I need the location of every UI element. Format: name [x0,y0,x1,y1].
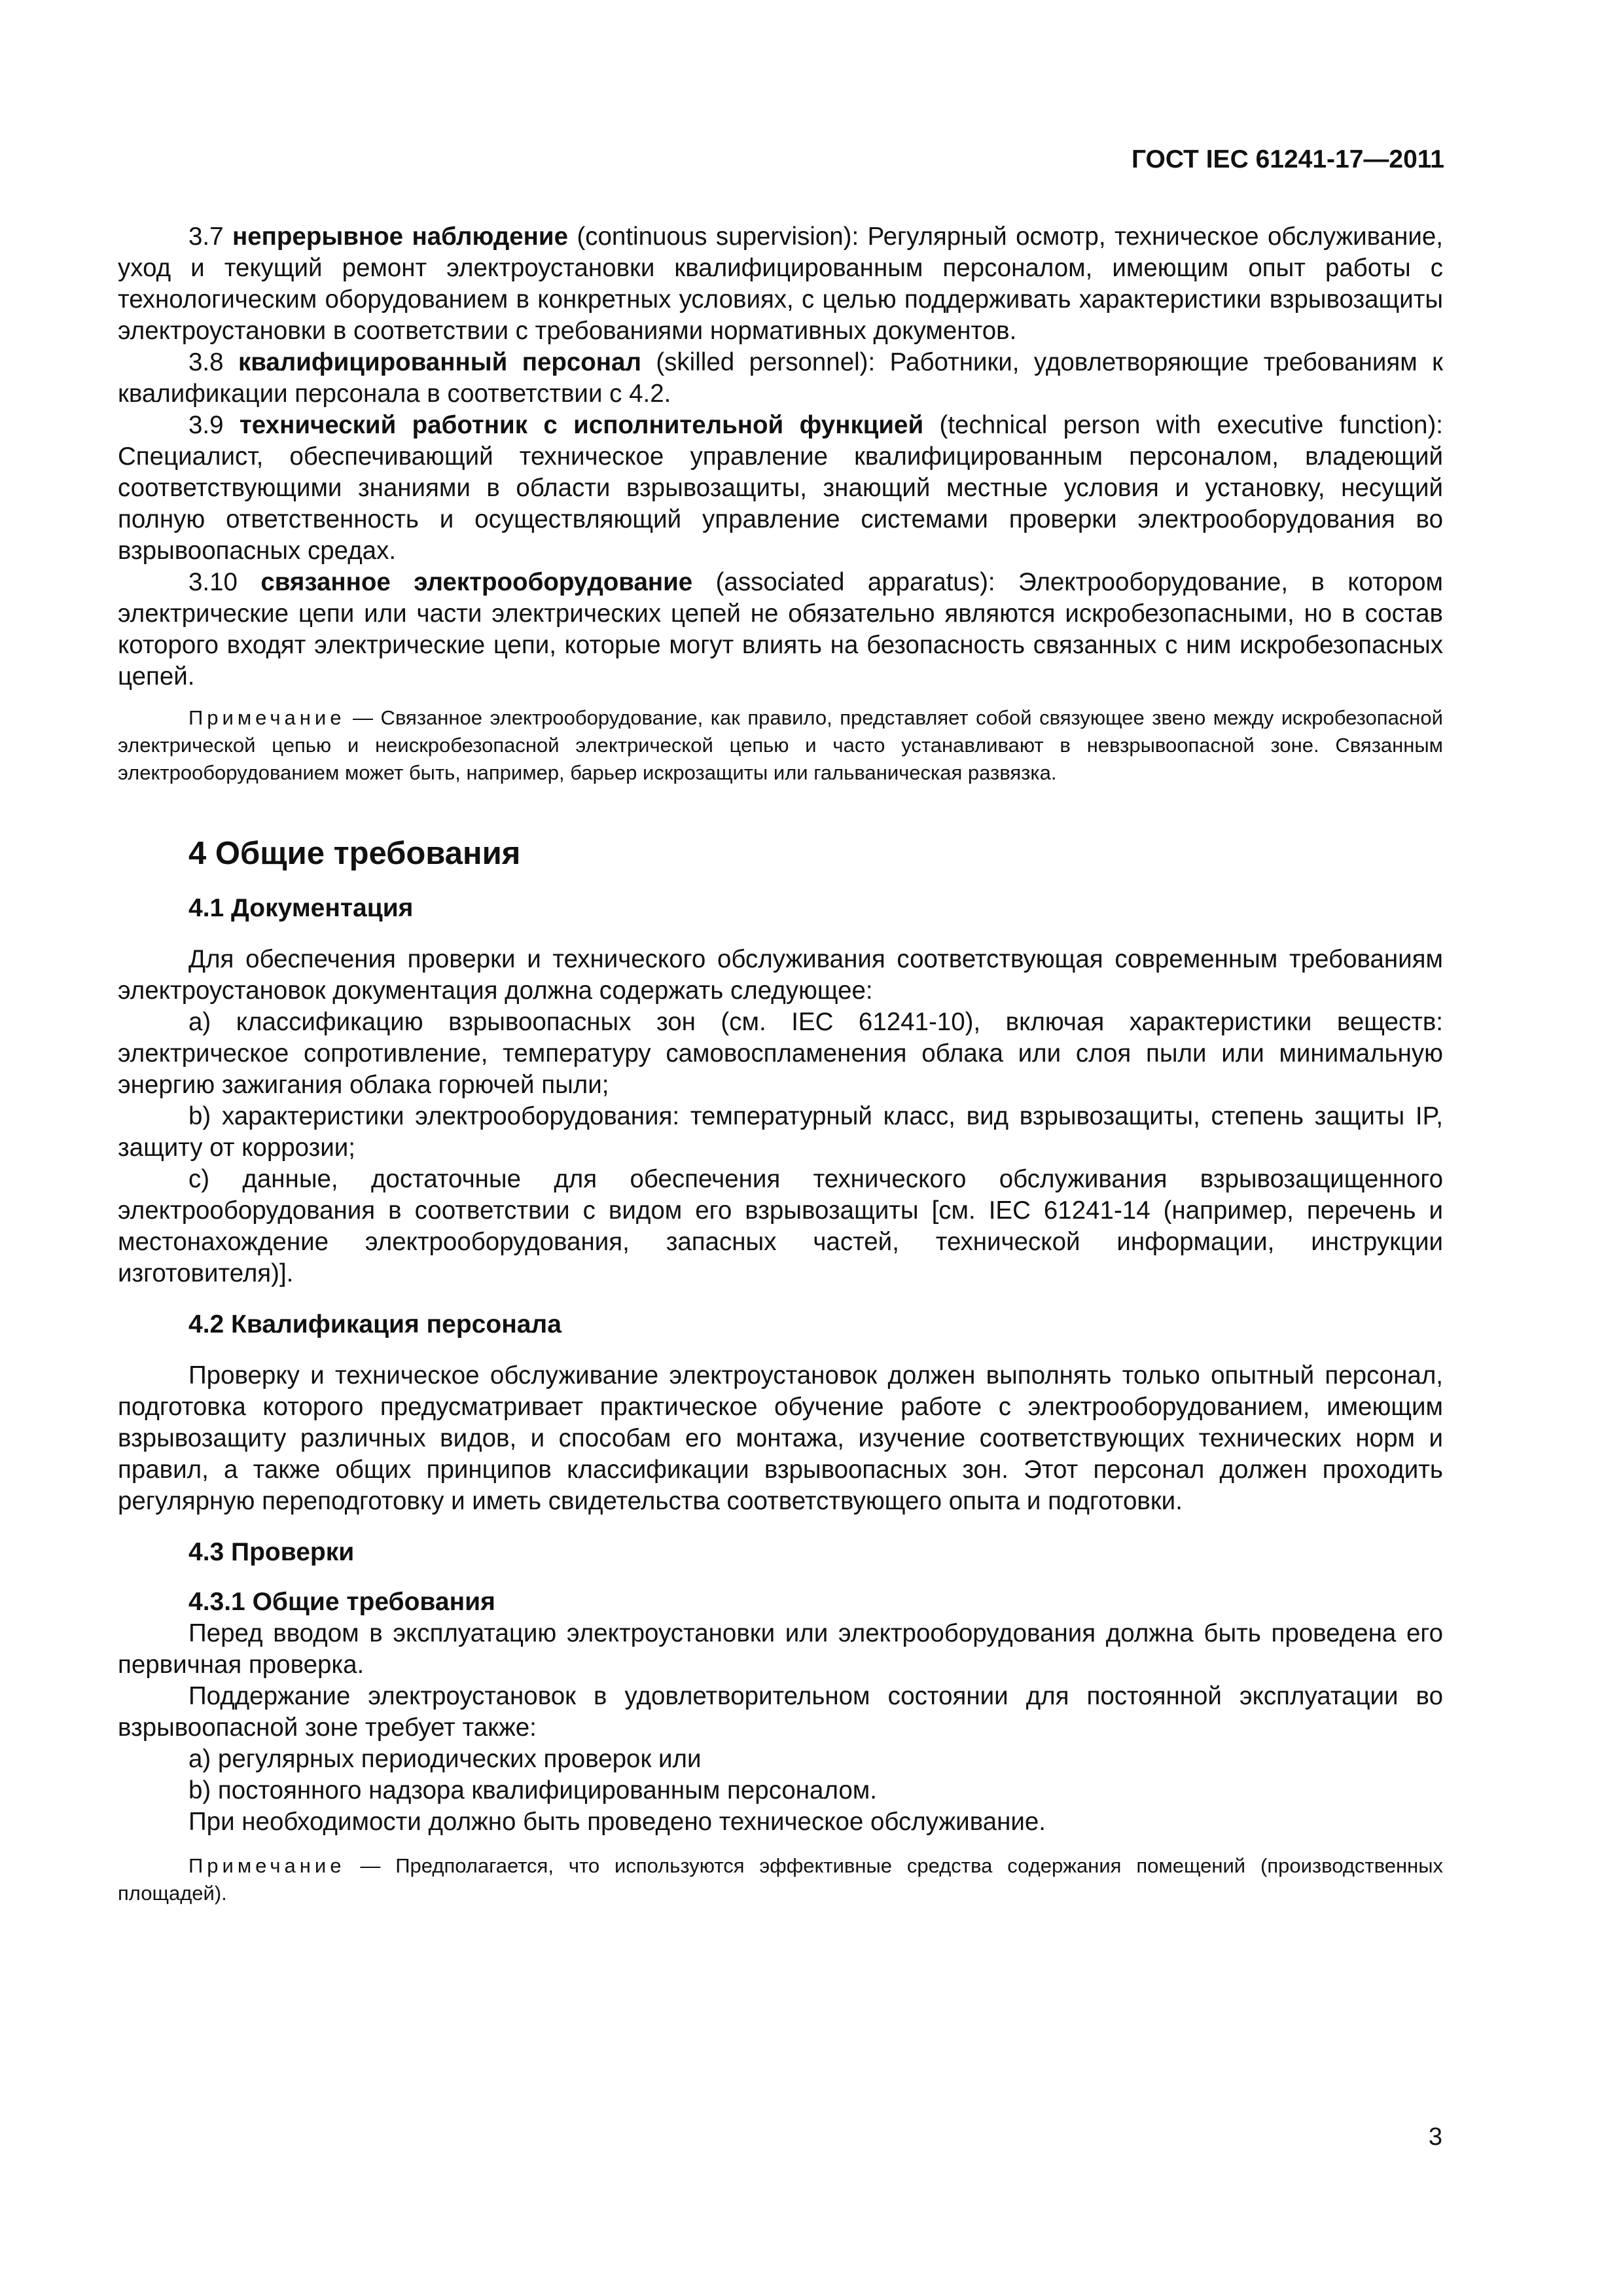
list-item: a) классификацию взрывоопасных зон (см. IEC 61241-10), включая характеристики веществ: электрическое сопротивление, температуру самовоспламенения облака или слоя пыли или минимальную энергию зажигания облака горючей пыли; [118,1008,1443,1099]
note-premises: Примечание — Предполагается, что используются эффективные средства содержания помещений (производственных площадей). [118,1854,1443,1905]
document-header: ГОСТ IEC 61241-17—2011 [1131,145,1444,173]
definition-3-7: 3.7 непрерывное наблюдение (continuous supervision): Регулярный осмотр, техническое обслуживание, уход и текущий ремонт электроустановки квалифицированным персоналом, имеющим опыт работы с технологическим оборудованием в конкретных условиях, с целью поддерживать характеристики взрывозащиты электроустановки в соответствии с требованиями нормативных документов. [118,223,1443,345]
paragraph: Перед вводом в эксплуатацию электроустановки или электрооборудования должна быть проведена его первичная проверка. [118,1619,1443,1679]
list-item: c) данные, достаточные для обеспечения технического обслуживания взрывозащищенного электрооборудования в соответствии с видом его взрывозащиты [см. IEC 61241-14 (например, перечень и местонахождение электрооборудования, запасных частей, технической информации, инструкции изготовителя)]. [118,1165,1443,1287]
paragraph: Проверку и техническое обслуживание электроустановок должен выполнять только опытный персонал, подготовка которого предусматривает практическое обучение работе с электрооборудованием, имеющим взрывозащиту различных видов, и способам его монтажа, изучение соответствующих технических норм и правил, а также общих принципов классификации взрывоопасных зон. Этот персонал должен проходить регулярную переподготовку и иметь свидетельства соответствующего опыта и подготовки. [118,1361,1443,1515]
page-content [118,221,1443,1907]
section-title: 4 Общие требования [188,836,521,871]
definition-3-10: 3.10 связанное электрооборудование (associated apparatus): Электрооборудование, в котором электрические цепи или части электрических цепей не обязательно являются искробезопасными, но в состав которого входят электрические цепи, которые могут влиять на безопасность связанных с ним искробезопасных цепей. [118,568,1443,691]
subsection-title-4-3: 4.3 Проверки [188,1538,355,1566]
definition-3-9: 3.9 технический работник с исполнительной функцией (technical person with executive function): Специалист, обеспечивающий техническое управление квалифицированным персоналом, владеющий соответствующими знаниями в области взрывозащиты, знающий местные условия и установку, несущий полную ответственность и осуществляющий управление системами проверки электрооборудования во взрывоопасных средах. [118,411,1443,565]
list-item: b) характеристики электрооборудования: температурный класс, вид взрывозащиты, степень защиты IP, защиту от коррозии; [118,1102,1443,1162]
paragraph: Поддержание электроустановок в удовлетворительном состоянии для постоянной эксплуатации во взрывоопасной зоне требует также: [118,1682,1443,1742]
note-associated-apparatus: Примечание — Связанное электрооборудование, как правило, представляет собой связующее звено между искробезопасной электрической цепью и неискробезопасной электрической цепью и часто устанавливают в невзрывоопасной зоне. Связанным электрооборудованием может быть, например, барьер искрозащиты или гальваническая развязка. [118,706,1443,784]
paragraph: Для обеспечения проверки и технического обслуживания соответствующая современным требованиям электроустановок документация должна содержать следующее: [118,945,1443,1005]
definition-3-8: 3.8 квалифицированный персонал (skilled personnel): Работники, удовлетворяющие требованиям к квалификации персонала в соответствии с 4.2. [118,348,1443,408]
subsection-title-4-2: 4.2 Квалификация персонала [188,1310,562,1338]
term: непрерывное наблюдение [232,223,569,251]
subsection-title-4-1: 4.1 Документация [188,894,414,922]
paragraph: При необходимости должно быть проведено техническое обслуживание. [188,1808,1046,1836]
list-item: a) регулярных периодических проверок или [188,1745,702,1773]
note-label: Примечание [188,706,346,729]
term: квалифицированный персонал [238,348,641,376]
subsection-title-4-3-1: 4.3.1 Общие требования [188,1588,495,1616]
term: связанное электрооборудование [260,568,693,596]
term: технический работник с исполнительной функцией [239,411,924,439]
page-number: 3 [1428,2123,1442,2151]
note-label: Примечание [188,1854,346,1877]
list-item: b) постоянного надзора квалифицированным персоналом. [188,1776,877,1804]
